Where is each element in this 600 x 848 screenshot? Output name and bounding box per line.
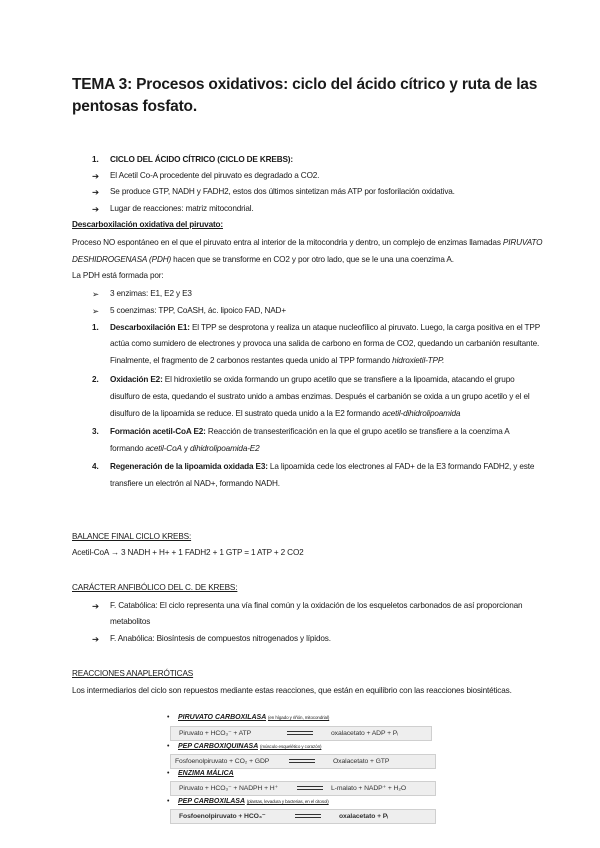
reaction-left: Fosfoenolpiruvato + HCO₃⁻ <box>179 813 266 820</box>
section-heading: CICLO DEL ÁCIDO CÍTRICO (CICLO DE KREBS): <box>110 155 293 164</box>
step-number: 1. <box>92 323 99 332</box>
step-line: actúa como sumidero de electrones y provoca una salida de carbono en forma de CO2, quedando un carbanión resultante. <box>110 339 540 348</box>
paragraph-line: DESHIDROGENASA (PDH) hacen que se transforme en CO2 y por otro lado, que se le una una coenzima A. <box>72 255 454 264</box>
step-number: 4. <box>92 462 99 471</box>
reaction-right: oxalacetato + Pᵢ <box>339 813 389 820</box>
balance-heading: BALANCE FINAL CICLO KREBS: <box>72 532 192 541</box>
step-line: formando acetil-CoA y dihidrolipoamida-E2 <box>110 444 260 453</box>
equilibrium-arrow-icon <box>295 814 321 819</box>
bullet-text: 5 coenzimas: TPP, CoASH, ác. lipoico FAD, NAD+ <box>110 306 286 315</box>
reaction-right: oxalacetato + ADP + Pᵢ <box>331 730 399 737</box>
anapler-heading: REACCIONES ANAPLERÓTICAS <box>72 669 194 678</box>
balance-equation: Acetil-CoA → 3 NADH + H+ + 1 FADH2 + 1 GTP = 1 ATP + 2 CO2 <box>72 548 304 557</box>
subsection-heading: Descarboxilación oxidativa del piruvato: <box>72 220 223 229</box>
bullet-text: F. Catabólica: El ciclo representa una vía final común y la oxidación de los esqueletos carbonados de así proporcionan <box>110 601 523 610</box>
bullet-text: 3 enzimas: E1, E2 y E3 <box>110 289 192 298</box>
reaction-name: PIRUVATO CARBOXILASA (en hígado y riñón, mitocondrial) <box>178 714 330 721</box>
bullet-text: Se produce GTP, NADH y FADH2, estos dos últimos sintetizan más ATP por fosforilación oxidativa. <box>110 187 455 196</box>
bullet-dot-icon: • <box>167 770 170 777</box>
reaction-box <box>170 726 432 741</box>
step-line: Descarboxilación E1: El TPP se desprotona y realiza un ataque nucleofílico al piruvato. Luego, la carga positiva en el TPP <box>110 323 541 332</box>
step-line: disulfuro de esta, quedando el sustrato unido a ambas enzimas. Después el carbanión se oxida a un grupo acetilo y el el <box>110 392 530 401</box>
step-line: Oxidación E2: El hidroxietilo se oxida formando un grupo acetilo que se transfiere a la lipoamida, atacando el grupo <box>110 375 515 384</box>
bullet-text: metabolitos <box>110 617 151 626</box>
equilibrium-arrow-icon <box>287 731 313 736</box>
reaction-box <box>170 781 436 796</box>
arrow-bullet-icon: ➔ <box>92 601 100 611</box>
paragraph-line: Proceso NO espontáneo en el que el piruvato entra al interior de la mitocondria y dentro, un complejo de enzimas llamadas PIRUVATO <box>72 238 543 247</box>
reaction-name: PEP CARBOXIQUINASA (músculo esquelético y corazón) <box>178 743 322 750</box>
reaction-left: Piruvato + HCO₃⁻ + NADPH + H⁺ <box>179 785 279 792</box>
reaction-right: L-malato + NADP⁺ + H₂O <box>331 785 407 792</box>
arrow-bullet-icon: ➔ <box>92 187 100 197</box>
reaction-left: Fosfoenolpiruvato + CO₂ + GDP <box>175 758 270 765</box>
paragraph-line: La PDH está formada por: <box>72 271 164 280</box>
anapler-text: Los intermediarios del ciclo son repuestos mediante estas reacciones, que están en equilibrio con las reacciones biosintéticas. <box>72 686 512 695</box>
step-line: transfiere un electrón al NAD+, formando NADH. <box>110 479 280 488</box>
bullet-dot-icon: • <box>167 743 170 750</box>
page-title: TEMA 3: Procesos oxidativos: ciclo del ácido cítrico y ruta de las pentosas fosfato. <box>72 76 538 115</box>
reaction-right: Oxalacetato + GTP <box>333 758 390 765</box>
reaction-box <box>170 754 436 769</box>
reaction-name: ENZIMA MÁLICA <box>178 770 234 777</box>
bullet-dot-icon: • <box>167 798 170 805</box>
equilibrium-arrow-icon <box>297 786 323 791</box>
arrow-bullet-icon: ➔ <box>92 634 100 644</box>
step-line: disulfuro de la lipoamida se reduce. El sustrato queda unido a la E2 formando acetil-dihidrolipoamida <box>110 409 461 418</box>
reaction-left: Piruvato + HCO₃⁻ + ATP <box>179 730 252 737</box>
bullet-text: El Acetil Co-A procedente del piruvato es degradado a CO2. <box>110 171 320 180</box>
bullet-text: F. Anabólica: Biosíntesis de compuestos nitrogenados y lípidos. <box>110 634 331 643</box>
step-line: Formación acetil-CoA E2: Reacción de transesterificación en la que el grupo acetilo se transfiere a la coenzima A <box>110 427 510 436</box>
reaction-name: PEP CARBOXILASA (plantas, levadura y bacterias, en el citosol) <box>178 798 329 805</box>
sub-arrow-icon: ➢ <box>92 289 100 299</box>
arrow-bullet-icon: ➔ <box>92 171 100 181</box>
reaction-box <box>170 809 436 824</box>
step-number: 2. <box>92 375 99 384</box>
arrow-bullet-icon: ➔ <box>92 204 100 214</box>
sub-arrow-icon: ➢ <box>92 306 100 316</box>
equilibrium-arrow-icon <box>289 759 315 764</box>
anfibolico-heading: CARÁCTER ANFIBÓLICO DEL C. DE KREBS: <box>72 583 238 592</box>
bullet-text: Lugar de reacciones: matriz mitocondrial. <box>110 204 254 213</box>
step-line: Regeneración de la lipoamida oxidada E3: La lipoamida cede los electrones al FAD+ de la E3 formando FADH2, y este <box>110 462 535 471</box>
step-number: 3. <box>92 427 99 436</box>
bullet-dot-icon: • <box>167 714 170 721</box>
section-number: 1. <box>92 155 99 164</box>
step-line: Finalmente, el fragmento de 2 carbonos restantes queda unido al TPP formando hidroxietil-TPP. <box>110 356 445 365</box>
